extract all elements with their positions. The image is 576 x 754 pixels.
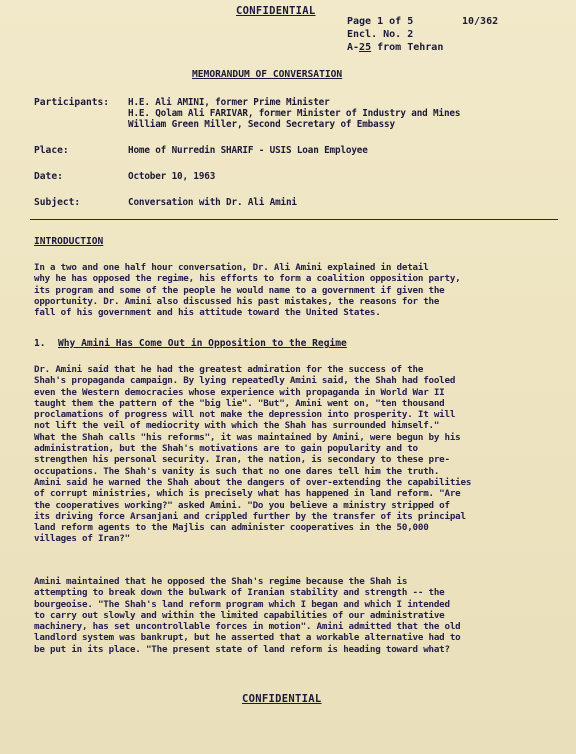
body-line: What the Shah calls "his reforms", it was maintained by Amini, were begun by his xyxy=(34,431,461,443)
intro-line: opportunity. Dr. Amini also discussed his past mistakes, the reasons for the xyxy=(34,295,440,307)
body-line: Dr. Amini said that he had the greatest admiration for the success of the xyxy=(34,364,424,375)
participant-2: H.E. Qolam Ali FARIVAR, former Minister of Industry and Mines xyxy=(128,108,461,119)
section-paragraph-2 xyxy=(34,576,558,655)
participants-label: Participants: xyxy=(34,97,110,108)
date-label: Date: xyxy=(34,171,63,182)
airgram-prefix: A- xyxy=(347,42,360,53)
document-number: 10/362 xyxy=(462,16,499,27)
intro-line: why he has opposed the regime, his efforts to form a coalition opposition party, xyxy=(34,273,461,285)
section-number: 1. xyxy=(34,338,46,349)
place-value: Home of Nurredin SHARIF - USIS Loan Employee xyxy=(128,145,368,156)
body-line: even the Western democracies whose experience with propaganda in World War II xyxy=(34,386,445,398)
body-line: of corrupt ministries, which is precisely what has happened in land reform. "Are xyxy=(34,488,461,500)
memo-title: MEMORANDUM OF CONVERSATION xyxy=(192,69,343,80)
intro-line: In a two and one half hour conversation, Dr. Ali Amini explained in detail xyxy=(34,262,429,273)
section-paragraph-1 xyxy=(34,364,558,545)
body-line: strengthen his personal security. Iran, the nation, is secondary to these pre- xyxy=(34,454,450,466)
body-line: attempting to break down the bulwark of Iranian stability and strength -- the xyxy=(34,587,445,599)
airgram-reference xyxy=(347,42,443,53)
classification-bottom: CONFIDENTIAL xyxy=(242,693,322,705)
body-line: Amini said he warned the Shah about the dangers of over-extending the capabilities xyxy=(34,476,472,488)
body-line: administration, but the Shah's motivations are to gain popularity and to xyxy=(34,443,418,455)
airgram-origin: from Tehran xyxy=(377,42,444,53)
date-value: October 10, 1963 xyxy=(128,171,216,182)
body-line: bourgeoise. "The Shah's land reform program which I began and which I intended xyxy=(34,598,450,610)
page-number: Page 1 of 5 xyxy=(347,16,414,27)
section-heading: Why Amini Has Come Out in Opposition to the Regime xyxy=(58,338,347,349)
body-line: be put in its place. "The present state of land reform is heading toward what? xyxy=(34,643,450,655)
separator-rule xyxy=(30,219,558,220)
intro-line: fall of his government and his attitude toward the United States. xyxy=(34,307,381,319)
body-line: its driving force Arsanjani and crippled further by the transfer of its principal xyxy=(34,510,466,522)
body-line: proclamations of progress will not make the depression into prosperity. It will xyxy=(34,409,456,421)
body-line: taught them the pattern of the "big lie". "But", Amini went on, "ten thousand xyxy=(34,397,445,409)
classification-top: CONFIDENTIAL xyxy=(236,5,316,17)
participant-3: William Green Miller, Second Secretary of Embassy xyxy=(128,119,395,130)
participant-1: H.E. Ali AMINI, former Prime Minister xyxy=(128,97,330,108)
subject-value: Conversation with Dr. Ali Amini xyxy=(128,197,297,208)
body-line: Shah's propaganda campaign. By lying repeatedly Amini said, the Shah had fooled xyxy=(34,375,456,387)
enclosure-number: Encl. No. 2 xyxy=(347,29,414,40)
intro-paragraph xyxy=(34,262,558,318)
body-line: the cooperatives working?" asked Amini. "Do you believe a ministry stripped of xyxy=(34,499,450,511)
intro-heading: INTRODUCTION xyxy=(34,236,104,247)
intro-line: its program and some of the people he would name to a government if given the xyxy=(34,284,445,296)
body-line: villages of Iran?" xyxy=(34,533,130,545)
body-line: Amini maintained that he opposed the Shah's regime because the Shah is xyxy=(34,576,408,587)
airgram-number: 25 xyxy=(359,42,372,53)
body-line: land reform agents to the Majlis can administer cooperatives in the 50,000 xyxy=(34,522,429,534)
body-line: to carry out slowly and within the limited capabilities of our administrative xyxy=(34,609,445,621)
body-line: machinery, has set uncontrollable forces in motion". Amini admitted that the old xyxy=(34,621,461,633)
subject-label: Subject: xyxy=(34,197,81,208)
body-line: landlord system was bankrupt, but he asserted that a workable alternative had to xyxy=(34,632,461,644)
body-line: occupations. The Shah's vanity is such that no one dares tell him the truth. xyxy=(34,465,440,477)
place-label: Place: xyxy=(34,145,69,156)
body-line: not lift the veil of mediocrity with which the Shah has surrounded himself." xyxy=(34,420,440,432)
